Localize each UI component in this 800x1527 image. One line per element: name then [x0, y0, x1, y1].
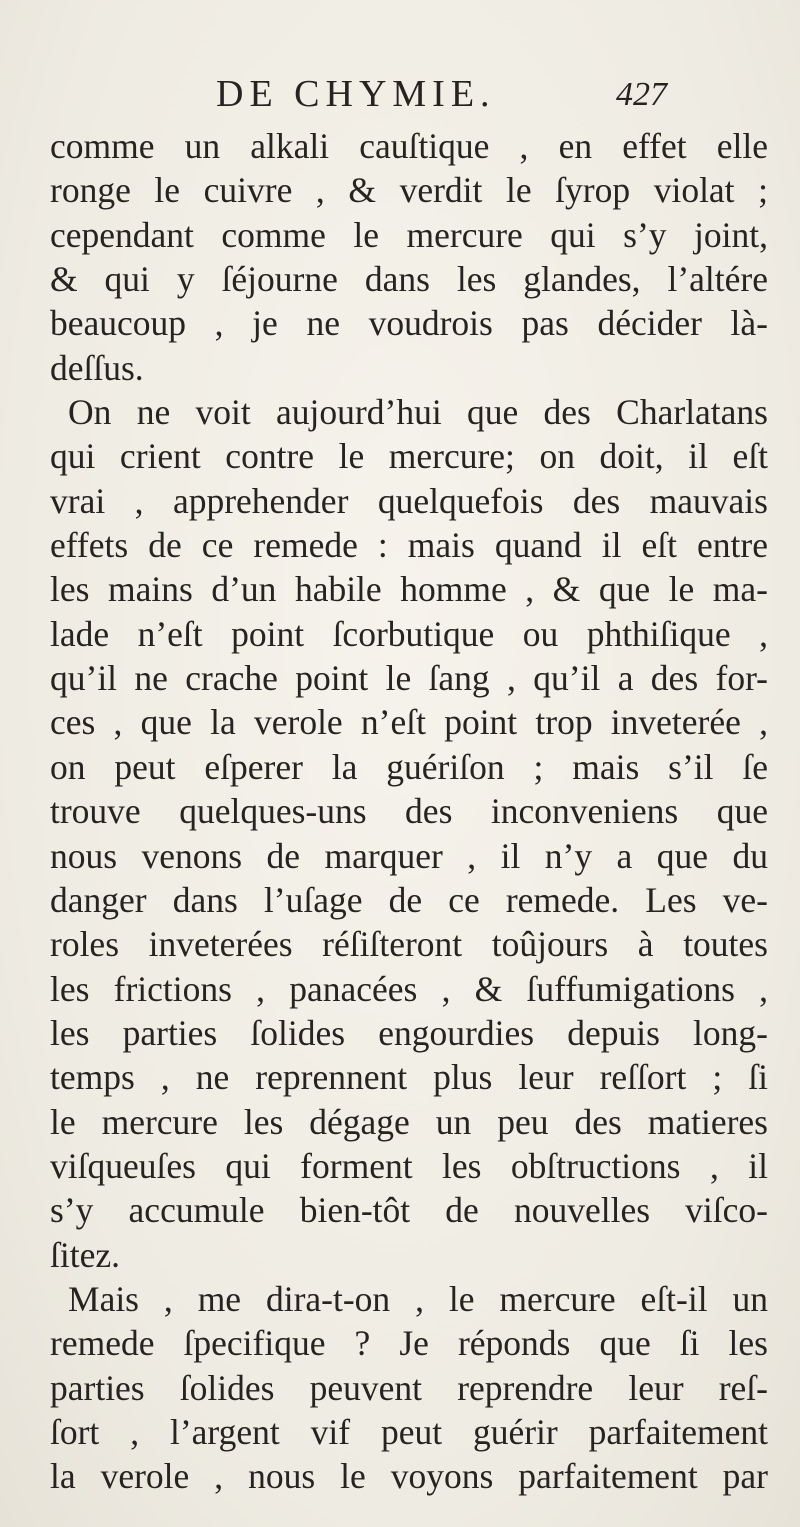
text-line: la verole , nous le voyons parfaitement par	[50, 1456, 768, 1497]
text-line: parties ſolides peuvent reprendre leur reſ-	[50, 1367, 768, 1408]
text-line: ſitez.	[50, 1234, 120, 1275]
text-line: roles inveterées réſiſteront toûjours à toutes	[50, 924, 768, 965]
body-text	[50, 124, 768, 1499]
text-line: lade n’eſt point ſcorbutique ou phthiſique ,	[50, 613, 768, 654]
text-line: temps , ne reprennent plus leur reſſort ; ſi	[50, 1057, 768, 1098]
text-line: & qui y ſéjourne dans les glandes, l’altére	[50, 259, 768, 300]
text-line: effets de ce remede : mais quand il eſt entre	[50, 525, 768, 566]
text-line: trouve quelques-uns des inconveniens que	[50, 791, 768, 832]
paragraph-2	[50, 390, 768, 1277]
paragraph-3	[50, 1277, 768, 1499]
text-line: les mains d’un habile homme , & que le ma-	[50, 569, 768, 610]
text-line: On ne voit aujourd’hui que des Charlatans	[68, 392, 768, 433]
text-line: Mais , me dira-t-on , le mercure eſt-il un	[68, 1278, 768, 1319]
text-line: deſſus.	[50, 347, 144, 388]
running-head: DE CHYMIE.	[216, 73, 496, 115]
text-line: le mercure les dégage un peu des matieres	[50, 1101, 768, 1142]
text-line: ronge le cuivre , & verdit le ſyrop violat ;	[50, 170, 768, 211]
text-line: les frictions , panacées , & ſuffumigations ,	[50, 968, 768, 1009]
text-line: s’y accumule bien-tôt de nouvelles viſco-	[50, 1190, 768, 1231]
text-line: les parties ſolides engourdies depuis long-	[50, 1012, 768, 1053]
paragraph-1	[50, 124, 768, 390]
text-line: on peut eſperer la guériſon ; mais s’il ſe	[50, 746, 768, 787]
text-line: qu’il ne crache point le ſang , qu’il a des for-	[50, 658, 768, 699]
text-line: viſqueuſes qui forment les obſtructions , il	[50, 1145, 768, 1186]
text-line: danger dans l’uſage de ce remede. Les ve-	[50, 879, 768, 920]
text-line: qui crient contre le mercure; on doit, il eſt	[50, 436, 768, 477]
text-line: ſort , l’argent vif peut guérir parfaitement	[50, 1411, 768, 1452]
text-line: ces , que la verole n’eſt point trop inveterée ,	[50, 702, 768, 743]
page-header	[0, 72, 800, 132]
text-line: remede ſpecifique ? Je réponds que ſi les	[50, 1323, 768, 1364]
text-line: nous venons de marquer , il n’y a que du	[50, 835, 768, 876]
text-line: cependant comme le mercure qui s’y joint,	[50, 214, 768, 255]
page-number: 427	[616, 76, 667, 113]
text-line: beaucoup , je ne voudrois pas décider là-	[50, 303, 768, 344]
text-line: comme un alkali cauſtique , en effet elle	[50, 126, 768, 166]
text-line: vrai , apprehender quelquefois des mauvais	[50, 480, 768, 521]
